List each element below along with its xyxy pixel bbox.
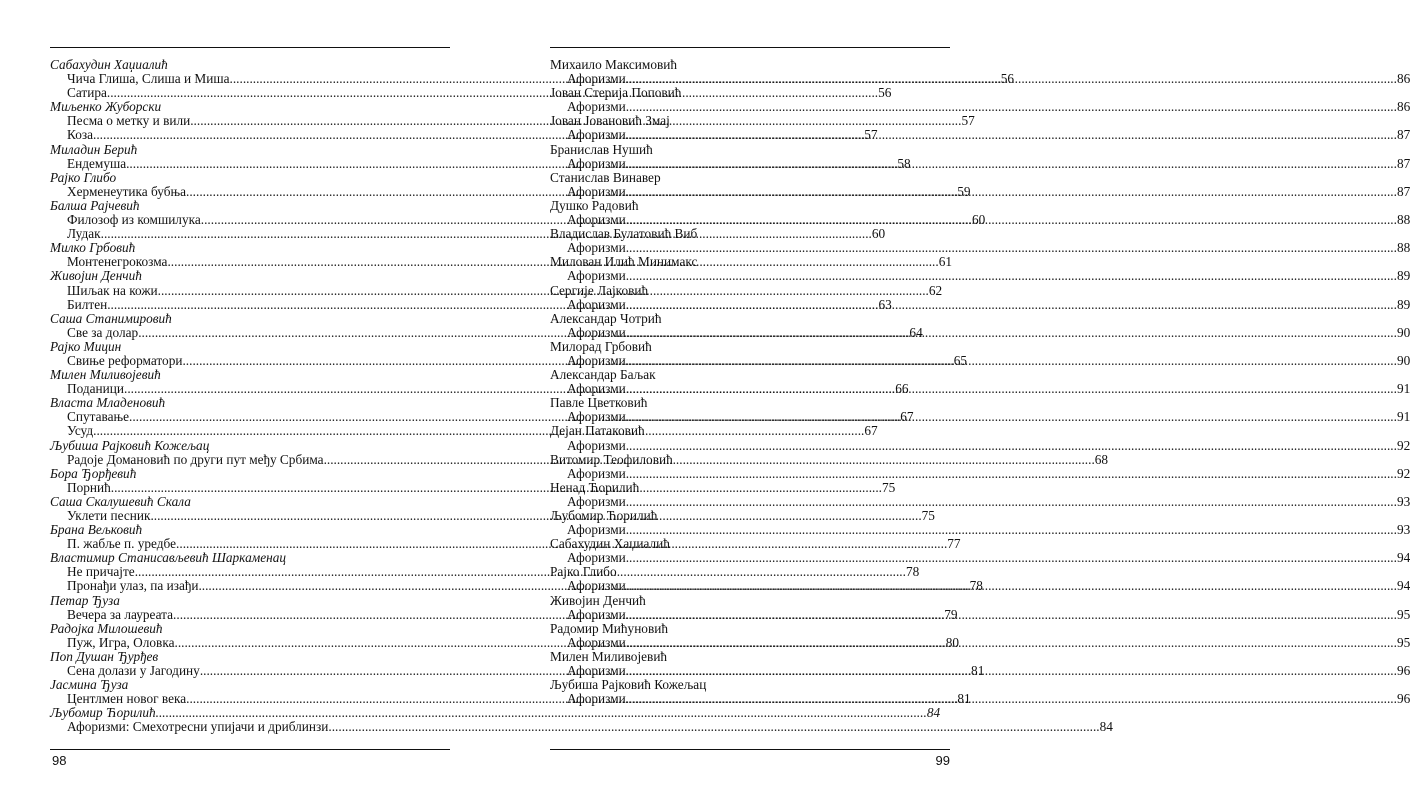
entry-page: 77 [947,536,961,552]
dot-leader [626,439,1397,453]
entry-page: 88 [1396,240,1410,256]
dot-leader [626,157,1397,171]
toc-section [550,282,1410,312]
entry-title: Пронађи улаз, па изађи [67,578,199,594]
dot-leader [626,523,1397,537]
entry-title: Афоризми [567,663,626,679]
entry-page: 80 [945,634,960,650]
author-name: Власта Младеновић [50,395,166,411]
entry-page: 57 [864,127,878,143]
entry-page: 93 [1396,493,1410,509]
entry-page: 89 [1396,296,1410,312]
entry-page: 88 [1396,212,1410,228]
entry-page: 95 [1396,634,1410,650]
entry-title: Афоризми [567,409,626,425]
author-name: Дејан Патаковић [550,423,645,439]
author-name: Љубиша Рајковић Кожељац [550,677,707,693]
entry-page: 63 [878,296,892,312]
entry-title: Шиљак на кожи [67,282,158,298]
dot-leader [626,185,1397,199]
bottom-rule [50,749,450,750]
dot-leader [626,636,1397,650]
author-name: Живојин Денчић [50,268,142,284]
entry-title: Лудак [67,226,101,242]
entry-title: Вечера за лауреата [67,606,174,622]
author-name [50,705,941,721]
entry-title: Центлмен новог века [67,691,187,707]
author-name: Бора Ђорђевић [50,465,137,481]
author-name: Брана Вељковић [50,522,143,538]
author-name: Радојка Милошевић [50,620,163,636]
toc-entry [550,437,1410,453]
toc-section [550,423,1410,453]
author-name: Љубомир Ћорилић [550,508,658,523]
toc-section [550,226,1410,256]
page-number: 99 [935,753,950,768]
author-name: Рајко Глибо [50,169,117,185]
author-name: Љубиша Рајковић Кожељац [50,437,210,453]
entry-title: Афоризми [567,155,626,171]
entry-page: 56 [878,85,892,101]
dot-leader [626,269,1397,283]
entry-page: 79 [944,606,958,622]
entry-title: Афоризми [567,212,626,228]
entry-title: Усуд [67,423,94,439]
author-name: Радомир Мићуновић [550,620,669,636]
entry-title: Афоризми [567,381,626,397]
entry-page: 91 [1396,381,1410,397]
toc-entry [550,268,1410,284]
dot-leader [626,410,1397,424]
toc-entry [550,381,1410,397]
entry-page: 67 [900,409,914,425]
toc-entry [550,465,1410,481]
entry-title: Афоризми [567,99,626,115]
author-name: Рајко Глибо [550,564,617,580]
entry-title: Ендемуша [67,155,127,171]
entry-title: Све за долар [67,324,139,340]
entry-title: Коза [67,127,94,143]
dot-leader [626,551,1397,565]
author-name: Ненад Ћорилић [550,479,640,495]
entry-page: 87 [1396,183,1410,199]
toc-section [550,395,1410,425]
entry-page: 92 [1396,465,1410,481]
entry-page: 96 [1396,691,1410,707]
entry-page: 95 [1396,606,1410,622]
author-name: Милко Грбовић [50,240,136,256]
author-name: Рајко Мицин [50,338,122,354]
toc-entry [550,550,1410,566]
entry-page: 94 [1396,578,1410,594]
page-number: 98 [52,753,67,768]
entry-title: Афоризми [567,183,626,199]
author-name: Петар Ђуза [50,592,120,608]
entry-title: Филозоф из комшилука [67,212,201,228]
entry-title: Афоризми [567,465,626,481]
entry-title: П. жабље п. уредбе [67,536,177,552]
toc-section [550,141,1410,171]
entry-title: Афоризми [567,691,626,707]
author-name: Саша Станимировић [50,310,172,326]
entry-page: 81 [971,663,985,679]
entry-page: 57 [961,113,975,129]
entry-title: Љубомир Ћорилић [50,705,156,721]
entry-page: 60 [971,212,986,228]
toc-entry [550,493,1410,509]
author-name: Јован Стерија Поповић [550,85,682,101]
entry-title: Афоризми [567,634,626,650]
entry-title: Чича Глиша, Слиша и Миша [67,71,230,87]
entry-page: 75 [921,508,935,523]
entry-page: 61 [938,254,952,270]
entry-page: 78 [905,564,920,580]
author-name: Михаило Максимовић [550,57,678,72]
dot-leader [626,495,1397,509]
entry-page: 84 [926,705,941,721]
entry-page: 65 [953,352,967,368]
top-rule [550,47,950,48]
toc-section [550,479,1410,509]
entry-title: Афоризми [567,578,626,594]
entry-title: Афоризми [567,324,626,340]
entry-title: Афоризми [567,522,626,538]
toc-entry [550,522,1410,538]
toc-entry [550,240,1410,256]
toc-section [550,85,1410,115]
entry-page: 86 [1396,99,1410,115]
entry-page: 64 [909,324,923,340]
dot-leader [626,692,1397,706]
entry-title: Херменеутика бубња [67,183,187,199]
entry-title: Уклети песник [67,508,151,523]
entry-page: 94 [1396,550,1410,566]
author-name: Бранислав Нушић [550,141,653,157]
toc-section [50,705,1113,735]
toc-entry [550,155,1410,171]
entry-page: 91 [1396,409,1410,425]
author-name: Милен Миливојевић [50,367,161,383]
author-name: Александар Чотрић [550,310,662,326]
entry-title: Песма о метку и вили [67,113,191,129]
entry-title: Афоризми [567,437,626,453]
author-name: Живојин Денчић [550,592,646,608]
entry-page: 90 [1396,324,1410,340]
entry-title: Билтен [67,296,108,312]
author-name: Јасмина Ђуза [50,677,129,693]
entry-page: 93 [1396,522,1410,538]
dot-leader [626,298,1397,312]
toc-section [550,508,1410,538]
entry-title: Свиње реформатори [67,352,183,368]
dot-leader [626,664,1397,678]
author-name: Александар Баљак [550,367,656,383]
author-name: Владислав Булатовић Виб [550,226,698,242]
dot-leader [626,326,1397,340]
author-name: Миладин Берић [50,141,138,157]
toc-entry [550,99,1410,115]
entry-page: 58 [897,155,911,171]
toc-entry [550,324,1410,340]
dot-leader [626,100,1397,114]
author-name: Павле Цветковић [550,395,648,411]
toc-entry [550,296,1410,312]
author-name: Сабахудин Хаџиалић [550,536,670,552]
entry-title: Афоризми [567,127,626,143]
author-name: Милорад Грбовић [550,338,652,354]
entry-page: 62 [928,282,943,298]
entry-page: 96 [1396,663,1410,679]
entry-page: 78 [969,578,983,594]
dot-leader [626,467,1397,481]
author-name: Станислав Винавер [550,169,661,185]
entry-title: Радоје Домановић по други пут међу Србима [67,451,324,467]
entry-page: 92 [1396,437,1410,453]
entry-title: Афоризми [567,268,626,284]
dot-leader [626,579,1397,593]
toc-entry [550,409,1410,425]
entry-title: Сена долази у Јагодину [67,663,200,679]
bottom-rule [550,749,950,750]
entry-title: Сатира [67,85,107,101]
entry-title: Афоризми: Смехотресни упијачи и дриблинзи [67,719,329,735]
entry-page: 68 [1094,451,1109,467]
entry-title: Афоризми [567,240,626,256]
entry-title: Порнић [67,479,111,495]
entry-title: Афоризми [567,352,626,368]
author-name: Миљенко Жуборски [50,99,162,115]
author-name: Балша Рајчевић [50,197,140,213]
entry-title: Не причајте [67,564,135,580]
author-name: Саша Скалушевић Скала [50,493,191,509]
toc-entry [50,719,1113,735]
entry-page: 66 [895,381,909,397]
toc-section [550,254,1410,284]
author-name: Сергије Лајковић [550,282,649,298]
entry-page: 67 [864,423,878,439]
entry-page: 86 [1396,71,1410,87]
entry-title: Спутавање [67,409,130,425]
author-name: Милован Илић Минимакс [550,254,698,270]
toc-entry [550,127,1410,143]
dot-leader [626,382,1397,396]
toc-section [550,367,1410,397]
entry-page: 87 [1396,155,1410,171]
entry-page: 75 [882,479,896,495]
entry-title: Афоризми [567,493,626,509]
entry-title: Афоризми [567,550,626,566]
entry-title: Афоризми [567,296,626,312]
dot-leader [626,241,1397,255]
author-name: Јован Јовановић Змај [550,113,670,129]
dot-leader [626,72,1397,86]
entry-title: Монтенегрокозма [67,254,168,270]
dot-leader [626,128,1397,142]
entry-title: Пуж, Игра, Оловка [67,634,175,650]
dot-leader [626,213,1397,227]
entry-page: 84 [1099,719,1113,735]
entry-page: 89 [1396,268,1410,284]
toc-section [550,310,1410,340]
entry-page: 90 [1396,352,1410,368]
author-name: Поп Душан Ђурђев [50,648,159,664]
top-rule [50,47,450,48]
entry-page: 59 [957,183,971,199]
author-name: Душко Радовић [550,197,639,213]
entry-page: 56 [1000,71,1015,87]
entry-page: 81 [957,691,971,707]
author-name: Милен Миливојевић [550,648,668,664]
dot-leader [626,354,1397,368]
author-name: Витомир Теофиловић [550,451,673,467]
author-name: Властимир Станисављевић Шаркаменац [50,550,286,566]
dot-leader [626,608,1397,622]
entry-title: Афоризми [567,71,626,87]
entry-page: 60 [871,226,886,242]
entry-page: 87 [1396,127,1410,143]
entry-title: Афоризми [567,606,626,622]
entry-title: Поданици [67,381,124,397]
author-name: Сабахудин Хаџиалић [50,57,168,72]
